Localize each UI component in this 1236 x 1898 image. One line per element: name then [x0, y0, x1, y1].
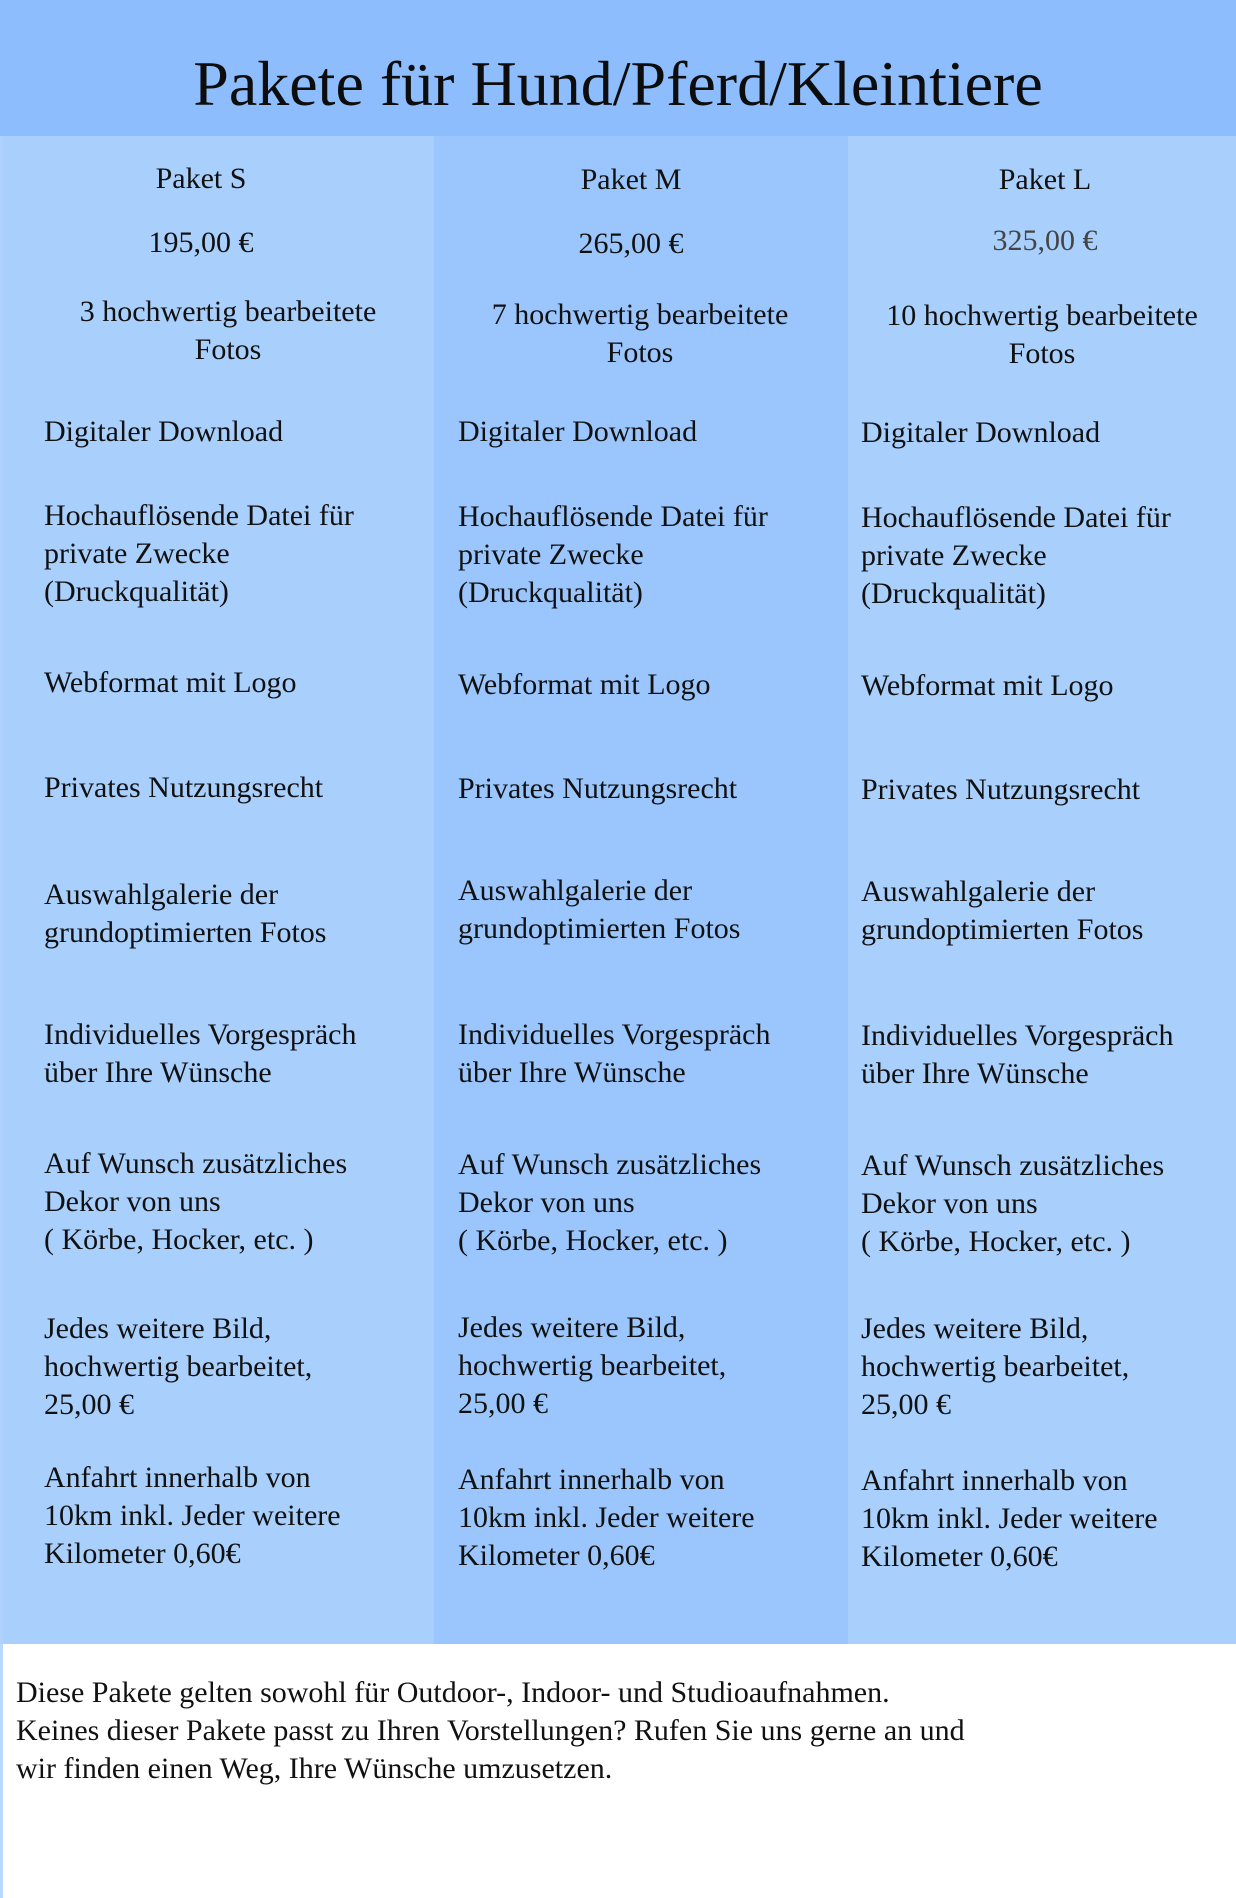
- footer-note: [16, 1674, 1216, 1788]
- package-feature: 7 hochwertig bearbeitete Fotos: [491, 298, 789, 369]
- package-feature: Hochauflösende Datei für private Zwecke (Druckqualität): [458, 500, 768, 609]
- package-feature: Privates Nutzungsrecht: [458, 772, 738, 805]
- package-feature: Digitaler Download: [458, 415, 698, 448]
- package-feature: Auf Wunsch zusätzliches Dekor von uns ( Körbe, Hocker, etc. ): [458, 1148, 762, 1257]
- package-feature: Individuelles Vorgespräch über Ihre Wünsche: [861, 1019, 1174, 1090]
- package-feature: Individuelles Vorgespräch über Ihre Wünsche: [44, 1018, 357, 1089]
- package-feature: Auswahlgalerie der grundoptimierten Fotos: [44, 878, 327, 949]
- package-price: 195,00 €: [148, 226, 254, 259]
- package-name: Paket M: [580, 163, 682, 196]
- package-feature: 10 hochwertig bearbeitete Fotos: [886, 299, 1198, 370]
- package-feature: Digitaler Download: [44, 415, 284, 448]
- footer-line: wir finden einen Weg, Ihre Wünsche umzusetzen.: [16, 1752, 613, 1785]
- package-feature: Auf Wunsch zusätzliches Dekor von uns ( Körbe, Hocker, etc. ): [44, 1147, 348, 1256]
- package-price: 325,00 €: [992, 224, 1098, 257]
- page-title: Pakete für Hund/Pferd/Kleintiere: [193, 48, 1043, 119]
- package-feature: Anfahrt innerhalb von 10km inkl. Jeder weitere Kilometer 0,60€: [44, 1461, 341, 1570]
- footer-left-line: [0, 1644, 3, 1898]
- package-feature: Auswahlgalerie der grundoptimierten Fotos: [458, 874, 741, 945]
- package-feature: Webformat mit Logo: [44, 666, 297, 699]
- package-feature: Privates Nutzungsrecht: [44, 771, 324, 804]
- package-feature: Auf Wunsch zusätzliches Dekor von uns ( Körbe, Hocker, etc. ): [861, 1149, 1165, 1258]
- package-feature: Digitaler Download: [861, 416, 1101, 449]
- package-name: Paket L: [998, 163, 1092, 196]
- package-feature: Anfahrt innerhalb von 10km inkl. Jeder weitere Kilometer 0,60€: [458, 1463, 755, 1572]
- package-price: 265,00 €: [578, 227, 684, 260]
- footer-line: Keines dieser Pakete passt zu Ihren Vorstellungen? Rufen Sie uns gerne an und: [16, 1714, 965, 1747]
- package-name: Paket S: [155, 162, 247, 195]
- left-edge-line: [0, 136, 3, 1898]
- package-feature: Webformat mit Logo: [861, 669, 1114, 702]
- package-feature: Hochauflösende Datei für private Zwecke (Druckqualität): [861, 501, 1171, 610]
- package-feature: Jedes weitere Bild, hochwertig bearbeitet, 25,00 €: [44, 1312, 313, 1421]
- package-feature: Anfahrt innerhalb von 10km inkl. Jeder weitere Kilometer 0,60€: [861, 1464, 1158, 1573]
- package-feature: Jedes weitere Bild, hochwertig bearbeitet, 25,00 €: [861, 1312, 1130, 1421]
- package-feature: Hochauflösende Datei für private Zwecke (Druckqualität): [44, 499, 354, 608]
- package-feature: 3 hochwertig bearbeitete Fotos: [79, 295, 377, 366]
- package-feature: Jedes weitere Bild, hochwertig bearbeitet, 25,00 €: [458, 1311, 727, 1420]
- footer-line: Diese Pakete gelten sowohl für Outdoor-, Indoor- und Studioaufnahmen.: [16, 1676, 890, 1709]
- package-feature: Privates Nutzungsrecht: [861, 773, 1141, 806]
- package-feature: Webformat mit Logo: [458, 668, 711, 701]
- package-feature: Auswahlgalerie der grundoptimierten Fotos: [861, 875, 1144, 946]
- package-feature: Individuelles Vorgespräch über Ihre Wünsche: [458, 1018, 771, 1089]
